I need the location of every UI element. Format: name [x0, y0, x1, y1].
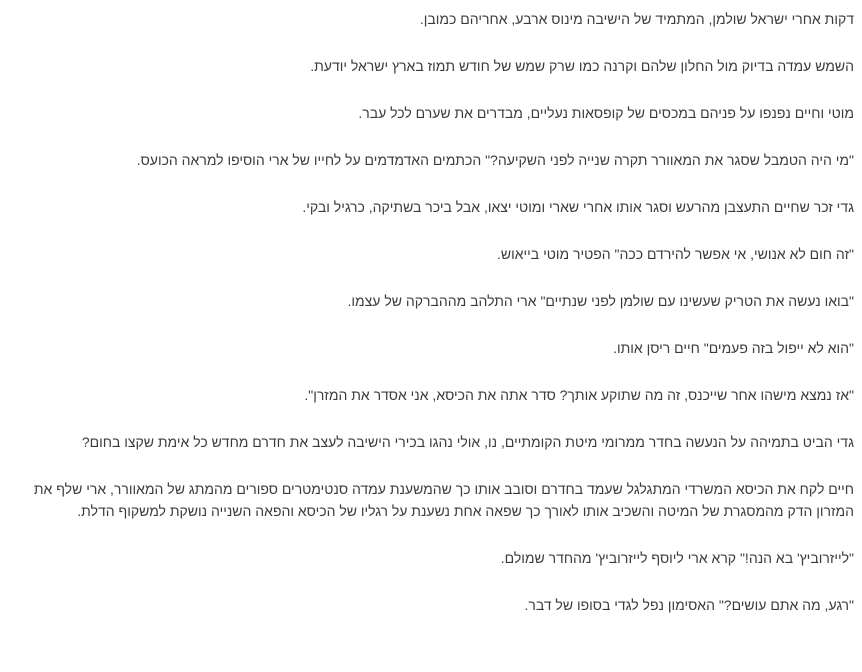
- paragraph: חיים לקח את הכיסא המשרדי המתגלגל שעמד בחדרם וסובב אותו כך שהמשענת עמדה סנטימטרים ספורים מהמתג של המאוורר, ארי שלף את המזרון הדק מהמסגרת של המיטה והשכיב אותו לאורך כך שפאה אחת נשענת על רגליו של הכיסא והפאה השנייה נושקת למשקוף הדלת.: [33, 481, 854, 519]
- paragraph: "אז נמצא מישהו אחר שייכנס, זה מה שתוקע אותך? סדר אתה את הכיסא, אני אסדר את המזרן".: [304, 387, 854, 403]
- paragraph: דקות אחרי ישראל שולמן, המתמיד של הישיבה מינוס ארבע, אחריהם כמובן.: [419, 11, 854, 27]
- paragraph: "מי היה הטמבל שסגר את המאוורר תקרה שנייה לפני השקיעה?" הכתמים האדמדמים על לחייו של ארי הוסיפו למראה הכועס.: [136, 152, 854, 168]
- paragraph: גדי זכר שחיים התעצבן מהרעש וסגר אותו אחרי שארי ומוטי יצאו, אבל ביכר בשתיקה, כרגיל ובקי.: [302, 199, 854, 215]
- paragraph: "בואו נעשה את הטריק שעשינו עם שולמן לפני שנתיים" ארי התלהב מההברקה של עצמו.: [347, 293, 854, 309]
- paragraph: השמש עמדה בדיוק מול החלון שלהם וקרנה כמו שרק שמש של חודש תמוז בארץ ישראל יודעת.: [310, 58, 854, 74]
- paragraph: מוטי וחיים נפנפו על פניהם במכסים של קופסאות נעליים, מבדרים את שערם לכל עבר.: [358, 105, 854, 121]
- paragraph: "לייזרוביץ' בא הנה!" קרא ארי ליוסף לייזרוביץ' מהחדר שמולם.: [500, 550, 854, 566]
- paragraph: "זה חום לא אנושי, אי אפשר להירדם ככה" הפטיר מוטי בייאוש.: [497, 246, 854, 262]
- paragraph: גדי הביט בתמיהה על הנעשה בחדר ממרומי מיטת הקומתיים, נו, אולי נהגו בכירי הישיבה לעצב את חדרם מחדש כל אימת שקצו בחום?: [81, 434, 854, 450]
- paragraph: "רגע, מה אתם עושים?" האסימון נפל לגדי בסופו של דבר.: [524, 597, 854, 613]
- paragraph: "הוא לא ייפול בזה פעמים" חיים ריסן אותו.: [613, 340, 854, 356]
